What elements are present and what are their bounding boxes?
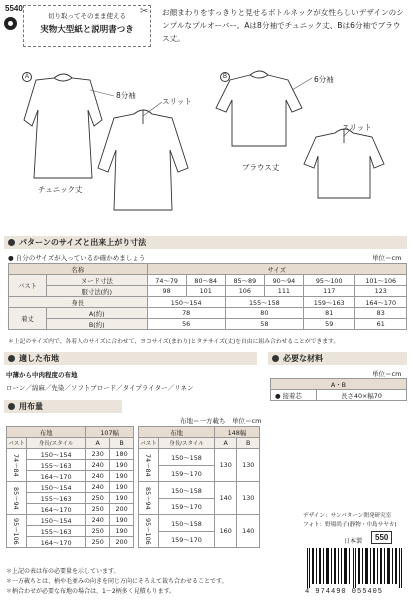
yard-b: 200: [110, 504, 134, 515]
yard-height: 164〜170: [27, 471, 86, 482]
a-length-cell: 78: [147, 308, 225, 319]
yard-height: 150〜154: [27, 482, 86, 493]
bust-group: 95〜106: [7, 515, 27, 548]
yard-height: 159〜170: [159, 532, 215, 548]
a-length-cell: 81: [303, 308, 355, 319]
yard-a: 240: [86, 482, 110, 493]
height-col-label: 身長/スタイル: [27, 438, 86, 449]
yard-height: 150〜158: [159, 482, 215, 499]
yard-b: 180: [110, 449, 134, 460]
section-bullet-icon: [8, 403, 15, 410]
size-unit: 単位＝cm: [372, 254, 402, 262]
yard-a: 250: [86, 537, 110, 548]
yard-b: 130: [237, 482, 260, 515]
b-length-cell: 59: [303, 319, 355, 330]
b-sleeve-label: 6分袖: [314, 75, 334, 84]
yard-height: 150〜158: [159, 449, 215, 466]
size-footnote: ＊上記のサイズ内で、各着人のサイズに合わせて、ヨコサイズ(まわり)とタテサイズ(丈)を自由に組み合わせることができます。: [8, 339, 340, 345]
yardage-note-2: ＊一方載ちとは、柄や毛並みの向きを同じ方向にそろえて裁ち合わせることです。: [6, 578, 228, 585]
yard-b: 130: [237, 449, 260, 482]
fabric-list: ローン／綿麻／先染／ソフトブロード／タイプライター／リネン: [6, 384, 194, 392]
a-length-label: チュニック丈: [38, 185, 83, 194]
b-slit-label: スリット: [342, 123, 372, 132]
a-length-row-label: A(約): [47, 308, 148, 319]
a-length-cell: 80: [225, 308, 303, 319]
yard-b: 200: [110, 537, 134, 548]
made-in: 日本製: [344, 538, 363, 545]
style-col-text: スタイル: [51, 441, 74, 447]
brand-mark-icon: [4, 17, 17, 30]
size-cell: 95〜100: [303, 275, 355, 286]
length-label: 着丈: [9, 308, 47, 330]
yard-b: 190: [110, 526, 134, 537]
width-107: 107幅: [86, 427, 134, 438]
size-footnote-text: 上記のサイズ内で、各着人のサイズに合わせて、ヨコサイズ(まわり)とタテサイズ(丈)を自由に組み合わせることができます。: [13, 339, 340, 345]
yard-b: 140: [237, 515, 260, 548]
finished-cell: 106: [225, 286, 264, 297]
bust-group: 85〜94: [139, 482, 159, 515]
size-note: ● 自分のサイズが入っているか確かめましょう: [8, 254, 146, 262]
yard-height: 150〜158: [159, 515, 215, 532]
yardage-section-title: 用布量: [19, 402, 43, 411]
barcode-number: 4 974490 055405: [305, 588, 384, 596]
fabric-section-header: [4, 352, 257, 365]
fabric-section-title: 適した布地: [19, 354, 59, 363]
yardage-note-1: ＊上記の表は布の必要量を示しています。: [6, 568, 120, 575]
yardage-table-148: [138, 426, 260, 548]
yardage-note-3: ＊柄合わせが必要な布地の場合は、1〜2柄多く見積もります。: [6, 588, 176, 595]
bust-group: 74〜84: [7, 449, 27, 482]
section-bullet-icon: [8, 355, 15, 362]
material-amount: 長さ40×幅70: [317, 390, 407, 401]
b-length-label: ブラウス丈: [242, 163, 280, 172]
yard-b: 190: [110, 460, 134, 471]
finished-cell: 117: [303, 286, 355, 297]
yard-height: 159〜170: [159, 499, 215, 515]
cloth-label: 布地: [7, 427, 86, 438]
size-cell: 74〜79: [147, 275, 186, 286]
yard-height: 150〜154: [27, 515, 86, 526]
price: 550: [371, 531, 392, 544]
credit-design: デザイン：サンパターン開発研究室: [303, 513, 392, 519]
yard-b: 190: [110, 471, 134, 482]
yard-height: 164〜170: [27, 504, 86, 515]
height-col-label: 身長/スタイル: [159, 438, 215, 449]
barcode-icon: [305, 548, 407, 588]
garment-illustrations: [2, 50, 409, 230]
col-b: B: [237, 438, 260, 449]
a-length-cell: 83: [355, 308, 407, 319]
size-cell: 90〜94: [264, 275, 303, 286]
bust-group: 95〜106: [139, 515, 159, 548]
bust-label: バスト: [9, 275, 47, 297]
size-cell: 80〜84: [186, 275, 225, 286]
cut-note: 切り取ってそのまま使える: [48, 12, 126, 20]
finished-cell: 123: [355, 286, 407, 297]
finished-cell: 101: [186, 286, 225, 297]
size-cell: 85〜89: [225, 275, 264, 286]
yard-a: 240: [86, 515, 110, 526]
yardage-note-2-text: 一方載ちとは、柄や毛並みの向きを同じ方向にそろえて裁ち合わせることです。: [12, 578, 228, 585]
credit-photo: フォト：野場尚子(静物・中島サヤカ): [303, 522, 397, 528]
bust-group: 74〜84: [139, 449, 159, 482]
yard-height: 159〜170: [159, 466, 215, 482]
height-cell: 164〜170: [355, 297, 407, 308]
yard-a: 250: [86, 493, 110, 504]
section-bullet-icon: [272, 355, 279, 362]
feature-text: 実物大型紙と説明書つき: [40, 25, 134, 35]
a-slit-label: スリット: [162, 97, 192, 106]
material-unit: 単位＝cm: [372, 370, 402, 378]
yard-height: 155〜163: [27, 493, 86, 504]
b-length-cell: 56: [147, 319, 225, 330]
finished-cell: 98: [147, 286, 186, 297]
variant-b-marker: B: [220, 72, 230, 82]
yard-b: 190: [110, 493, 134, 504]
finished-cell: 111: [264, 286, 303, 297]
yardage-note-1-text: 上記の表は布の必要量を示しています。: [12, 568, 120, 575]
yard-a: 240: [86, 471, 110, 482]
scissors-icon: ✂: [140, 6, 149, 17]
fabric-weight: 中薄から中肉程度の布地: [6, 371, 78, 379]
bust-group: 85〜94: [7, 482, 27, 515]
yard-a: 240: [86, 460, 110, 471]
height-label: 身長: [9, 297, 148, 308]
b-length-cell: 58: [225, 319, 303, 330]
variant-a-marker: A: [22, 72, 32, 82]
garment-drawings: [2, 50, 409, 230]
yardage-note-3-text: 柄合わせが必要な布地の場合は、1〜2柄多く見積もります。: [12, 588, 176, 595]
height-cell: 159〜163: [303, 297, 355, 308]
yardage-table-107: [6, 426, 134, 548]
material-section-header: [268, 352, 407, 365]
bust-col-label: バスト: [139, 438, 159, 449]
yard-height: 155〜163: [27, 526, 86, 537]
finished-label: 服寸法(約): [47, 286, 148, 297]
product-description: お顔まわりをすっきりと見せるボトルネックが女性らしいデザインのシンプルなプルオーバー。Aは8分袖でチュニック丈、Bは6分袖でブラウス丈。: [162, 8, 404, 43]
b-length-row-label: B(約): [47, 319, 148, 330]
size-section-header: [4, 236, 407, 249]
yard-a: 250: [86, 504, 110, 515]
section-bullet-icon: [8, 239, 15, 246]
credits: [303, 512, 397, 530]
col-a: A: [214, 438, 237, 449]
height-cell: 155〜158: [225, 297, 303, 308]
width-148: 148幅: [214, 427, 259, 438]
b-length-cell: 61: [355, 319, 407, 330]
material-col: A・B: [271, 379, 407, 390]
yard-b: 190: [110, 515, 134, 526]
material-section-title: 必要な材料: [283, 354, 323, 363]
yard-a: 130: [214, 449, 237, 482]
a-sleeve-label: 8分袖: [116, 91, 136, 100]
height-cell: 150〜154: [147, 297, 225, 308]
material-table: [270, 378, 407, 401]
material-item-text: 接着芯: [282, 391, 302, 400]
yard-a: 160: [214, 515, 237, 548]
size-section-title: パターンのサイズと出来上がり寸法: [19, 238, 147, 247]
yardage-section-header: [4, 400, 122, 413]
cloth-label: 布地: [139, 427, 215, 438]
col-size: サイズ: [147, 264, 406, 275]
feature-box: [23, 5, 151, 47]
yard-b: 190: [110, 482, 134, 493]
yard-a: 230: [86, 449, 110, 460]
size-note-text: 自分のサイズが入っているか確かめましょう: [15, 254, 146, 262]
pattern-number: 5540: [5, 4, 23, 13]
yard-height: 155〜163: [27, 460, 86, 471]
nude-label: ヌード寸法: [47, 275, 148, 286]
height-col-text: 身長: [169, 441, 181, 447]
height-col-text: 身長: [38, 441, 50, 447]
bust-col-label: バスト: [7, 438, 27, 449]
col-name: 名称: [9, 264, 148, 275]
yardage-note: 布地＝一方載ち 単位＝cm: [180, 417, 262, 425]
material-item: ● 接着芯: [271, 390, 317, 401]
yard-a: 140: [214, 482, 237, 515]
yard-height: 150〜154: [27, 449, 86, 460]
size-cell: 101〜106: [355, 275, 407, 286]
size-table: [8, 263, 407, 330]
col-a: A: [86, 438, 110, 449]
col-b: B: [110, 438, 134, 449]
yard-height: 164〜170: [27, 537, 86, 548]
yard-a: 250: [86, 526, 110, 537]
style-col-text: スタイル: [181, 441, 204, 447]
